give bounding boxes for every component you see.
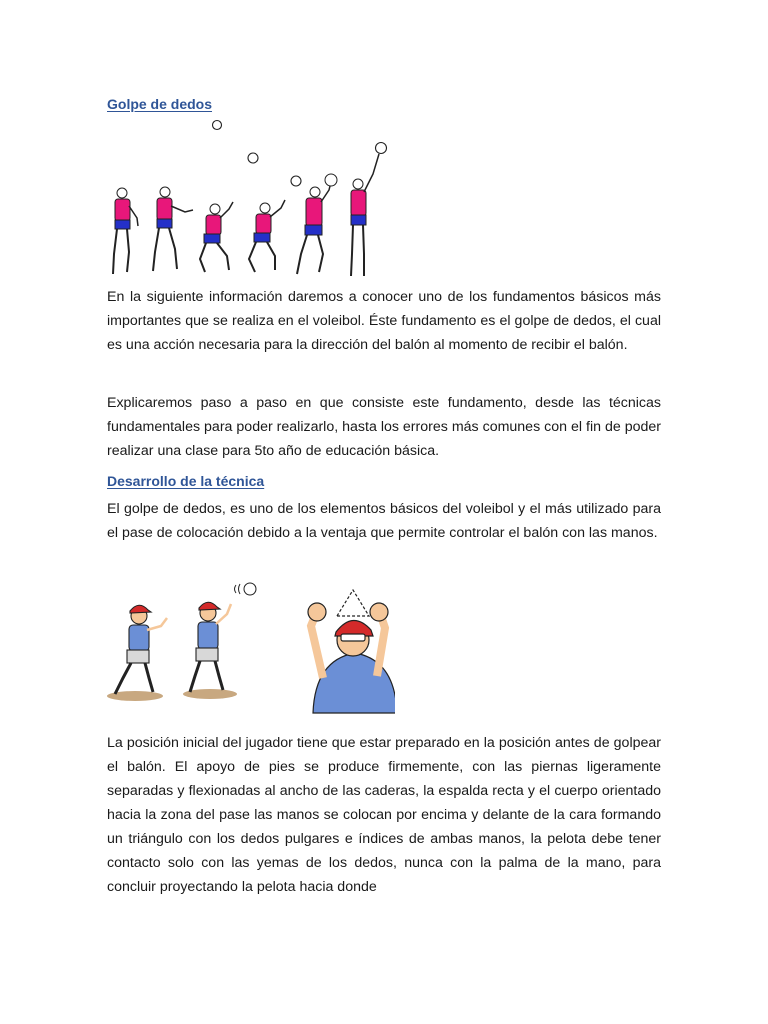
technique-paragraph: El golpe de dedos, es uno de los elementos básicos del voleibol y el más utilizado para el pase de colocación debido a la ventaja que permite controlar el balón con las manos. [107, 501, 661, 541]
ball-icon [213, 121, 222, 130]
position-paragraph: La posición inicial del jugador tiene que estar preparado en la posición antes de golpear el balón. El apoyo de pies se produce firmemente, con las piernas ligeramente separadas y flexionadas al ancho de las caderas, la espalda recta y el cuerpo orientado hacia la zona del pase las manos se colocan por encima y delante de la cara formando un triángulo con los dedos pulgares e índices de ambas manos, la pelota debe tener contacto solo con las yemas de los dedos, nunca con la palma de la mano, para concluir proyectando la pelota hacia donde [107, 735, 661, 895]
player-figure-2 [153, 187, 193, 271]
ball-icon [235, 583, 257, 595]
child-closeup-figure [308, 590, 395, 713]
intro-paragraph: En la siguiente información daremos a conocer uno de los fundamentos básicos más importantes que se realiza en el voleibol. Éste fundamento es el golpe de dedos, el cual es una acción necesaria para la dirección del balón al momento de recibir el balón. [107, 289, 661, 353]
player-figure-6 [351, 154, 379, 276]
section-heading-desarrollo: Desarrollo de la técnica [107, 473, 265, 489]
objective-paragraph: Explicaremos paso a paso en que consiste este fundamento, desde las técnicas fundamentales para poder realizarlo, hasta los errores más comunes con el fin de poder realizar una clase para 5to año de educación básica. [107, 395, 661, 459]
children-volleyball-illustration [105, 578, 395, 718]
section-heading-golpe-de-dedos: Golpe de dedos [107, 96, 213, 112]
child-figure-1 [115, 605, 167, 694]
volleyball-sequence-illustration [105, 114, 395, 284]
ball-icon [291, 176, 301, 186]
player-figure-5 [297, 174, 337, 274]
player-figure-4 [249, 200, 285, 272]
child-figure-2 [190, 602, 231, 692]
player-figure-3 [200, 202, 233, 272]
player-figure-1 [113, 188, 138, 274]
ball-icon [376, 143, 387, 154]
ball-icon [248, 153, 258, 163]
